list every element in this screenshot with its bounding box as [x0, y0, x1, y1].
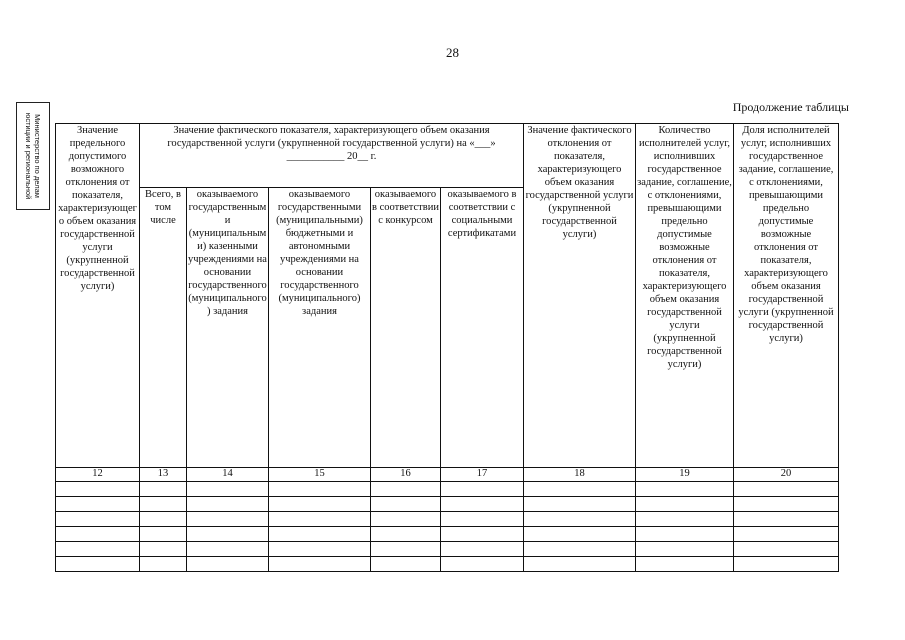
- header-col-15: оказываемого государственными (муниципальными) бюджетными и автономными учреждениями на основании государственного (муниципального) задания: [269, 188, 371, 468]
- table-cell: [524, 512, 636, 527]
- table-cell: [371, 527, 441, 542]
- header-col-16: оказываемого в соответствии с конкурсом: [371, 188, 441, 468]
- table-cell: [187, 527, 269, 542]
- table-cell: [524, 527, 636, 542]
- table-continuation-label: Продолжение таблицы: [732, 100, 849, 114]
- table-cell: [636, 527, 734, 542]
- header-col-14: оказываемого государственными (муниципальными) казенными учреждениями на основании государственного (муниципального) задания: [187, 188, 269, 468]
- registration-stamp: [16, 102, 50, 210]
- table-cell: [269, 542, 371, 557]
- table-cell: [636, 542, 734, 557]
- table-cell: [140, 512, 187, 527]
- stamp-line-2: юстиции и региональной: [24, 112, 33, 200]
- table-cell: [140, 542, 187, 557]
- table-cell: [269, 512, 371, 527]
- table-cell: [56, 512, 140, 527]
- table-cell: [140, 482, 187, 497]
- table-cell: [441, 542, 524, 557]
- table-cell: [371, 542, 441, 557]
- table-body-blank-rows: [56, 482, 839, 572]
- table-cell: [56, 542, 140, 557]
- column-number: 13: [140, 468, 187, 482]
- column-number: 12: [56, 468, 140, 482]
- report-table: [55, 123, 839, 572]
- table-cell: [636, 512, 734, 527]
- table-cell: [734, 557, 839, 572]
- header-col-13: Всего, в том числе: [140, 188, 187, 468]
- column-number: 20: [734, 468, 839, 482]
- table-cell: [269, 482, 371, 497]
- table-cell: [441, 482, 524, 497]
- table-cell: [371, 497, 441, 512]
- table-cell: [187, 497, 269, 512]
- table-cell: [636, 557, 734, 572]
- table-cell: [187, 542, 269, 557]
- table-cell: [187, 512, 269, 527]
- page-number: 28: [446, 45, 459, 60]
- column-number-row: [56, 468, 839, 482]
- table-cell: [371, 512, 441, 527]
- column-number: 16: [371, 468, 441, 482]
- table-cell: [187, 482, 269, 497]
- table-cell: [187, 557, 269, 572]
- table-row: [56, 557, 839, 572]
- table-cell: [269, 497, 371, 512]
- header-col-20: Доля исполнителей услуг, исполнивших государственное задание, соглашение, с отклонениями, превышающими предельно допустимые возможные отклонения от показателя, характеризующего объем оказания государственной услуги (укрупненной государственной услуги): [734, 124, 839, 468]
- table-row: [56, 527, 839, 542]
- column-number: 19: [636, 468, 734, 482]
- column-number: 18: [524, 468, 636, 482]
- header-col-12: Значение предельного допустимого возможного отклонения от показателя, характеризующего объем оказания государственной услуги (укрупненной государственной услуги): [56, 124, 140, 468]
- table-cell: [524, 497, 636, 512]
- table-row: [56, 512, 839, 527]
- table-cell: [371, 557, 441, 572]
- table-row: [56, 542, 839, 557]
- column-number: 17: [441, 468, 524, 482]
- table-cell: [140, 557, 187, 572]
- table-cell: [636, 482, 734, 497]
- header-col-17: оказываемого в соответствии с социальными сертификатами: [441, 188, 524, 468]
- table-cell: [734, 512, 839, 527]
- table-cell: [269, 557, 371, 572]
- table-cell: [734, 542, 839, 557]
- table-cell: [734, 482, 839, 497]
- table-cell: [441, 512, 524, 527]
- header-col-18: Значение фактического отклонения от показателя, характеризующего объем оказания государственной услуги (укрупненной государственной услуги): [524, 124, 636, 468]
- table-cell: [524, 482, 636, 497]
- table-cell: [636, 497, 734, 512]
- table-cell: [524, 542, 636, 557]
- table-row: [56, 482, 839, 497]
- table-cell: [56, 557, 140, 572]
- table-cell: [140, 497, 187, 512]
- table-cell: [734, 497, 839, 512]
- stamp-line-1: Министерство по делам: [33, 114, 42, 198]
- table-cell: [734, 527, 839, 542]
- table-cell: [56, 527, 140, 542]
- table-cell: [371, 482, 441, 497]
- table-cell: [441, 497, 524, 512]
- table-cell: [441, 557, 524, 572]
- table-row: [56, 497, 839, 512]
- header-col-19: Количество исполнителей услуг, исполнивших государственное задание, соглашение, с отклонениями, превышающими предельно допустимые возможные отклонения от показателя, характеризующего объем оказания государственной услуги (укрупненной государственной услуги): [636, 124, 734, 468]
- column-number: 15: [269, 468, 371, 482]
- table-cell: [441, 527, 524, 542]
- table-cell: [56, 482, 140, 497]
- header-group-actual-value: Значение фактического показателя, характеризующего объем оказания государственной услуги (укрупненной государственной услуги) на «___» ___________ 20__ г.: [140, 124, 524, 188]
- registration-stamp-text: [24, 102, 42, 210]
- table-cell: [269, 527, 371, 542]
- table-cell: [56, 497, 140, 512]
- table-cell: [140, 527, 187, 542]
- column-number: 14: [187, 468, 269, 482]
- table-cell: [524, 557, 636, 572]
